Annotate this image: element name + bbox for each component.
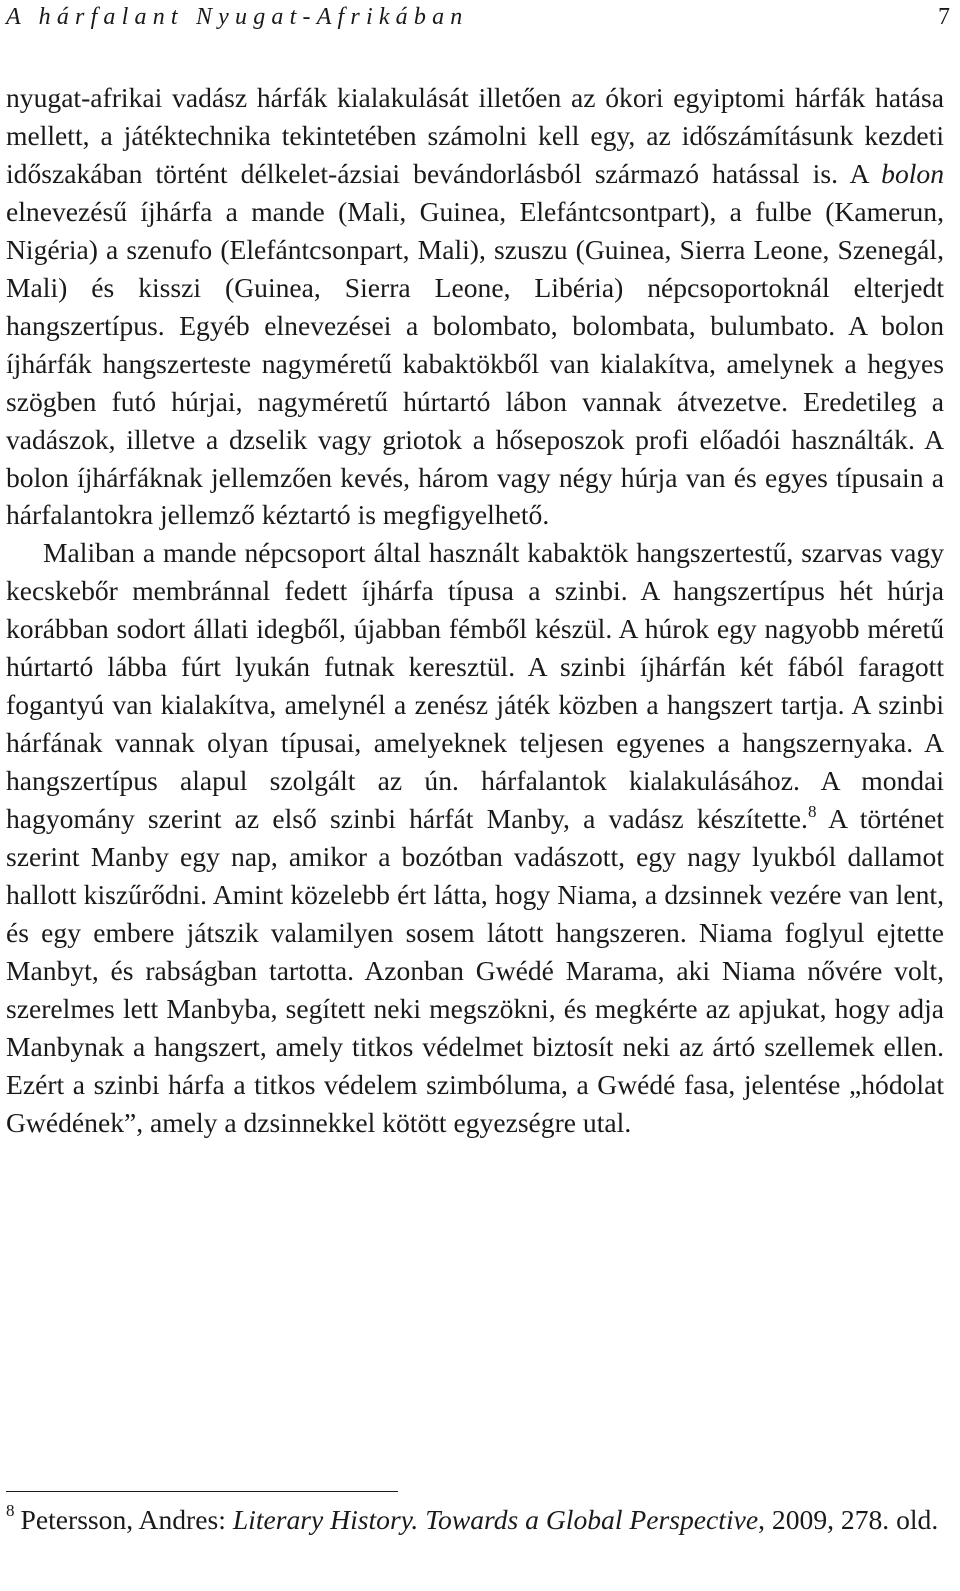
footnote-author: Petersson, Andres: [20, 1504, 233, 1535]
paragraph-text: A történet szerint Manby egy nap, amikor a bozótban vadászott, egy nagy lyukból dallamot hallott kiszűrődni. Amint közelebb ért látta, hogy Niama, a dzsinnek vezére van lent, és egy embere játszik valamilyen sosem látott hangszeren. Niama foglyul ejtette Manbyt, és rabságban tartotta. Azonban Gwédé Marama, aki Niama nővére volt, szerelmes lett Manbyba, segített neki megszökni, és megkérte az apjukat, hogy adja Manbynak a hangszert, amely titkos védelmet biztosít neki az ártó szellemek ellen. Ezért a szinbi hárfa a titkos védelem szimbóluma, a Gwédé fasa, jelentése „hódolat Gwédének”, amely a dzsinnekkel kötött egyezségre utal. [6, 803, 944, 1138]
paragraph-text: elnevezésű íjhárfa a mande (Mali, Guinea, Elefántcsontpart), a fulbe (Kamerun, Nigéria) a szenufo (Elefántcsonpart, Mali), szuszu (Guinea, Sierra Leone, Szenegál, Mali) és kisszi (Guinea, Sierra Leone, Libéria) népcsoportoknál elterjedt hangszertípus. Egyéb elnevezései a bolombato, bolombata, bulumbato. A bolon íjhárfák hangszerteste nagyméretű kabaktökből van kialakítva, amelynek a hegyes szögben futó húrjai, nagyméretű húrtartó lábon vannak átvezetve. Eredetileg a vadászok, illetve a dzselik vagy griotok a hőseposzok profi előadói használták. A bolon íjhárfáknak jellemzően kevés, három vagy négy húrja van és egyes típusain a hárfalantokra jellemző kéztartó is megfigyelhető. [6, 195, 944, 531]
footnote-reference[interactable]: 8 [807, 802, 817, 822]
footnote-number: 8 [6, 1501, 15, 1520]
paragraph [6, 79, 944, 534]
running-header [6, 2, 950, 32]
italic-term: bolon [881, 157, 944, 189]
body-text [6, 79, 944, 1142]
paragraph-text: Maliban a mande népcsoport által használt kabaktök hangszertestű, szarvas vagy kecskebőr membránnal fedett íjhárfa típusa a szinbi. A hangszertípus hét húrja korábban sodort állati idegből, újabban fémből készül. A húrok egy nagyobb méretű húrtartó lábba fúrt lyukán futnak keresztül. A szinbi íjhárfán két fából faragott fogantyú van kialakítva, amelynél a zenész játék közben a hangszert tartja. A szinbi hárfának vannak olyan típusai, amelyeknek teljesen egyenes a hangszernyaka. A hangszertípus alapul szolgált az ún. hárfalantok kialakulásához. A mondai hagyomány szerint az első szinbi hárfát Manby, a vadász készítette. [6, 537, 944, 835]
footnote [6, 1502, 944, 1538]
paragraph [6, 534, 944, 1141]
running-title: A hárfalant Nyugat-Afrikában [6, 4, 469, 30]
footnote-separator [6, 1491, 398, 1492]
footnote-details: , 2009, 278. old. [758, 1504, 939, 1535]
footnote-title: Literary History. Towards a Global Perspective [232, 1504, 759, 1535]
paragraph-text: nyugat-afrikai vadász hárfák kialakulását illetően az ókori egyiptomi hárfák hatása mellett, a játéktechnika tekintetében számolni kell egy, az időszámításunk kezdeti időszakában történt délkelet-ázsiai bevándorlásból származó hatással is. A [6, 82, 944, 189]
page-number: 7 [938, 4, 950, 30]
